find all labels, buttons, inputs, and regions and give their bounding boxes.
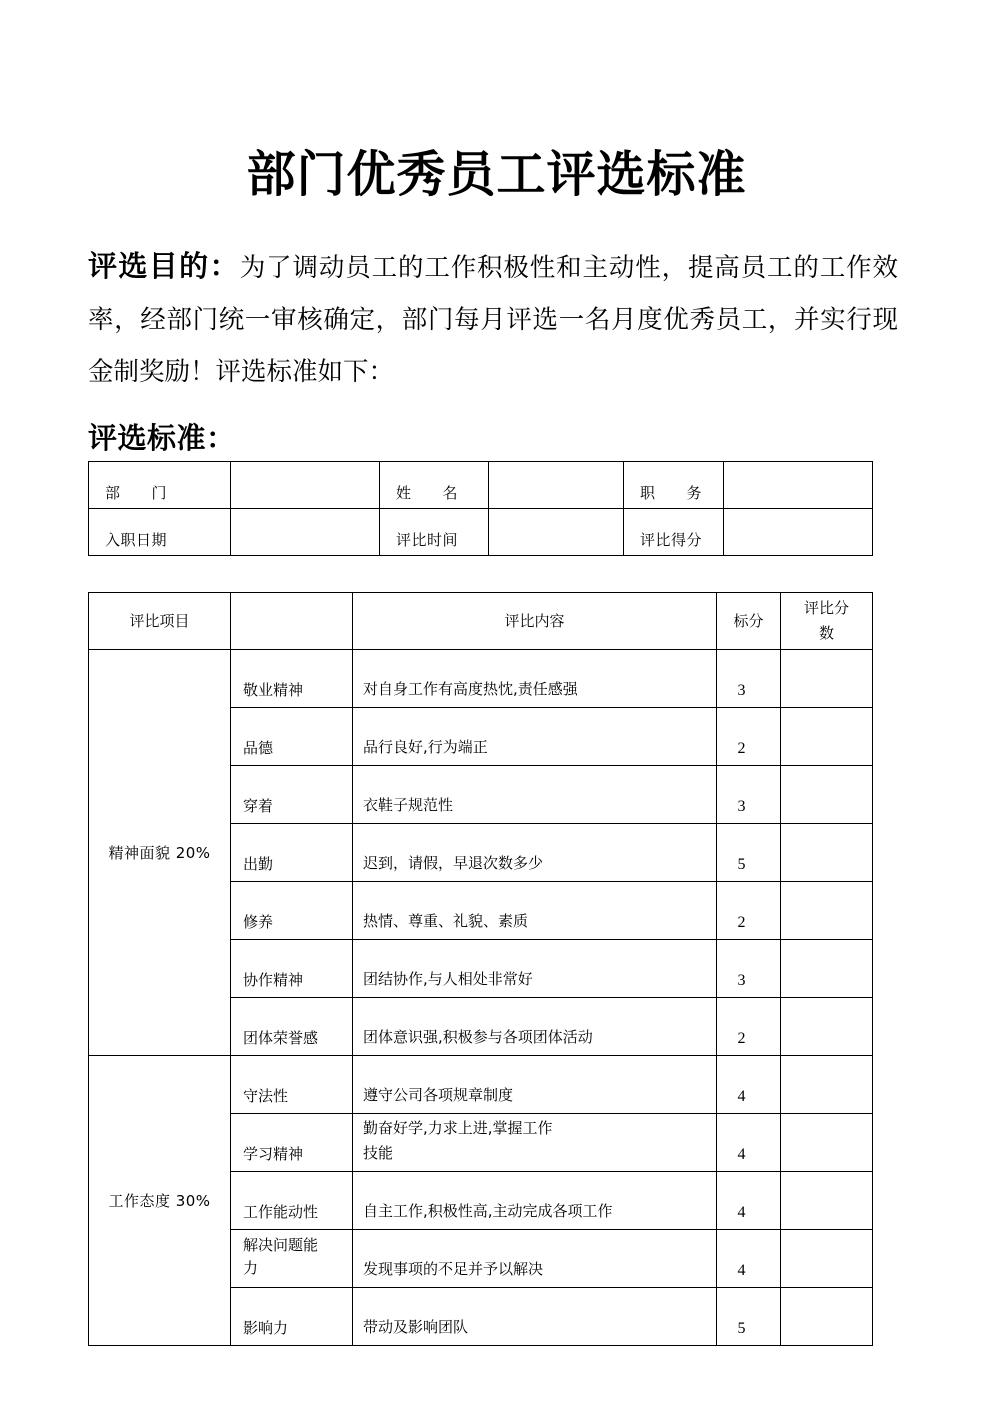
item-result[interactable] [781, 1288, 873, 1346]
item-score: 3 [717, 766, 781, 824]
info-label-review-time: 评比时间 [380, 509, 489, 556]
item-score: 2 [717, 882, 781, 940]
item-result[interactable] [781, 1172, 873, 1230]
item-result[interactable] [781, 1114, 873, 1172]
item-content: 团体意识强,积极参与各项团体活动 [353, 998, 717, 1056]
item-content: 遵守公司各项规章制度 [353, 1056, 717, 1114]
group-label-work-attitude: 工作态度 30% [89, 1056, 231, 1346]
section-heading-criteria: 评选标准： [88, 421, 236, 456]
header-content: 评比内容 [353, 593, 717, 650]
info-value-name[interactable] [489, 462, 624, 509]
table-row [89, 650, 873, 708]
item-label: 敬业精神 [231, 650, 353, 708]
item-score: 3 [717, 650, 781, 708]
item-content: 自主工作,积极性高,主动完成各项工作 [353, 1172, 717, 1230]
criteria-header-row [89, 593, 873, 650]
item-score: 4 [717, 1230, 781, 1288]
item-content: 迟到，请假，早退次数多少 [353, 824, 717, 882]
item-content [353, 1114, 717, 1172]
item-score: 4 [717, 1172, 781, 1230]
page-title: 部门优秀员工评选标准 [246, 145, 747, 203]
info-value-review-score[interactable] [724, 509, 873, 556]
header-item [231, 593, 353, 650]
info-value-review-time[interactable] [489, 509, 624, 556]
header-category: 评比项目 [89, 593, 231, 650]
item-label: 守法性 [231, 1056, 353, 1114]
item-result[interactable] [781, 1230, 873, 1288]
table-row [89, 462, 873, 509]
item-label [231, 1230, 353, 1288]
item-score: 4 [717, 1056, 781, 1114]
item-result[interactable] [781, 882, 873, 940]
item-content: 衣鞋子规范性 [353, 766, 717, 824]
item-label: 影响力 [231, 1288, 353, 1346]
item-label: 出勤 [231, 824, 353, 882]
item-score: 4 [717, 1114, 781, 1172]
table-row [89, 1056, 873, 1114]
item-label: 学习精神 [231, 1114, 353, 1172]
item-score: 2 [717, 708, 781, 766]
item-label: 品德 [231, 708, 353, 766]
intro-lead-label: 评选目的： [88, 248, 240, 283]
header-result-score: 评比分数 [781, 593, 873, 650]
info-label-hire-date: 入职日期 [89, 509, 231, 556]
item-label: 修养 [231, 882, 353, 940]
item-content: 热情、尊重、礼貌、素质 [353, 882, 717, 940]
info-label-position: 职 务 [624, 462, 724, 509]
item-result[interactable] [781, 1056, 873, 1114]
item-content: 团结协作,与人相处非常好 [353, 940, 717, 998]
item-result[interactable] [781, 940, 873, 998]
item-content: 带动及影响团队 [353, 1288, 717, 1346]
info-value-department[interactable] [231, 462, 380, 509]
table-row [89, 509, 873, 556]
item-label: 团体荣誉感 [231, 998, 353, 1056]
item-label: 协作精神 [231, 940, 353, 998]
item-result[interactable] [781, 766, 873, 824]
employee-info-table [88, 461, 873, 556]
info-value-hire-date[interactable] [231, 509, 380, 556]
item-score: 5 [717, 824, 781, 882]
intro-paragraph [88, 240, 898, 398]
info-label-department: 部 门 [89, 462, 231, 509]
intro-body-text: 为了调动员工的工作积极性和主动性，提高员工的工作效率，经部门统一审核确定，部门每月评选一名月度优秀员工，并实行现金制奖励！评选标准如下： [88, 252, 898, 386]
item-content: 品行良好,行为端正 [353, 708, 717, 766]
info-label-review-score: 评比得分 [624, 509, 724, 556]
item-score: 5 [717, 1288, 781, 1346]
item-result[interactable] [781, 824, 873, 882]
info-label-name: 姓 名 [380, 462, 489, 509]
item-score: 2 [717, 998, 781, 1056]
item-label: 工作能动性 [231, 1172, 353, 1230]
item-content-line2: 技能 [363, 1144, 394, 1162]
item-score: 3 [717, 940, 781, 998]
item-content: 发现事项的不足并予以解决 [353, 1230, 717, 1288]
criteria-table [88, 592, 873, 1346]
item-result[interactable] [781, 650, 873, 708]
group-label-spirit: 精神面貌 20% [89, 650, 231, 1056]
item-result[interactable] [781, 708, 873, 766]
item-label: 穿着 [231, 766, 353, 824]
item-content-line1: 勤奋好学,力求上进,掌握工作 [363, 1119, 553, 1137]
item-label-line2: 力 [243, 1259, 259, 1277]
item-label-line1: 解决问题能 [243, 1236, 319, 1254]
header-score: 标分 [717, 593, 781, 650]
item-content: 对自身工作有高度热忱,责任感强 [353, 650, 717, 708]
item-result[interactable] [781, 998, 873, 1056]
info-value-position[interactable] [724, 462, 873, 509]
